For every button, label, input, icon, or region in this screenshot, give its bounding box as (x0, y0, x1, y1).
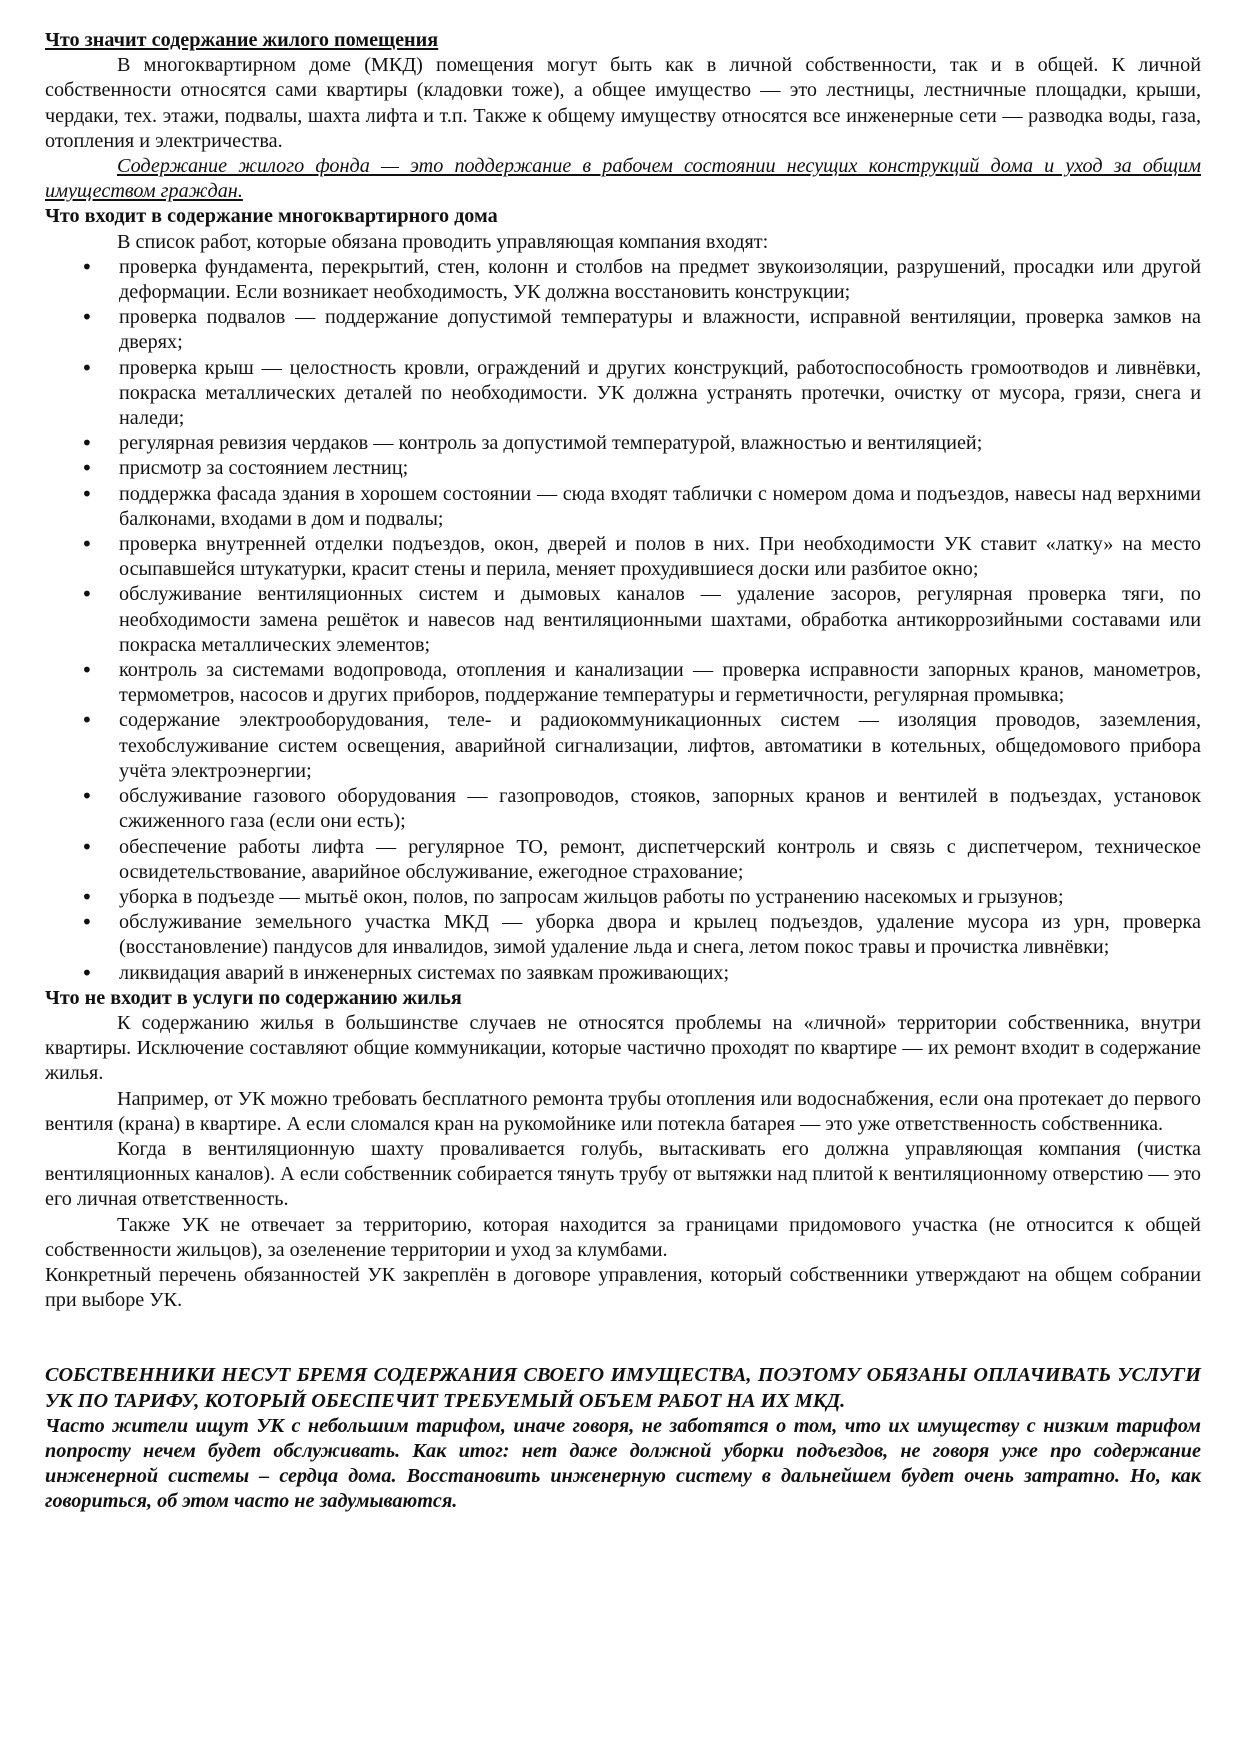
section-title-included-works: Что входит в содержание многоквартирного дома (45, 205, 498, 228)
list-item: • обеспечение работы лифта — регулярное ТО, ремонт, диспетчерский контроль и связь с диспетчером, техническое освидетельствование, аварийное обслуживание, ежегодное страхование; (45, 835, 1201, 885)
paragraph: Например, от УК можно требовать бесплатного ремонта трубы отопления или водоснабжения, если она протекает до первого вентиля (крана) в квартире. А если сломался кран на рукомойнике или потекла батарея — это уже ответственность собственника. (45, 1087, 1201, 1135)
paragraph: В многоквартирном доме (МКД) помещения могут быть как в личной собственности, так и в общей. К личной собственности относятся сами квартиры (кладовки тоже), а общее имущество — это лестницы, лестничные площадки, крыши, чердаки, тех. этажи, подвалы, шахта лифта и т.п. Также к общему имуществу относятся все инженерные сети — разводка воды, газа, отопления и электричества. (45, 54, 1201, 152)
document-page (45, 28, 1201, 1515)
works-list (45, 255, 1201, 986)
section-title-housing-maintenance: Что значит содержание жилого помещения (45, 29, 439, 51)
list-item: • уборка в подъезде — мытьё окон, полов, по запросам жильцов работы по устранению насекомых и грызунов; (45, 885, 1201, 910)
section-title-not-included: Что не входит в услуги по содержанию жилья (45, 986, 462, 1009)
list-item: • контроль за системами водопровода, отопления и канализации — проверка исправности запорных кранов, манометров, термометров, насосов и других приборов, поддержание температуры и герметичности, регулярная промывка; (45, 658, 1201, 708)
spacer (45, 1313, 1201, 1363)
list-item: • обслуживание земельного участка МКД — уборка двора и крылец подъездов, удаление мусора из урн, проверка (восстановление) пандусов для инвалидов, зимой удаление льда и снега, летом покос травы и прочистка ливнёвки; (45, 910, 1201, 960)
list-item: • проверка подвалов — поддержание допустимой температуры и влажности, исправной вентиляции, проверка замков на дверях; (45, 305, 1201, 355)
list-intro: В список работ, которые обязана проводить управляющая компания входят: (117, 230, 769, 253)
paragraph: Также УК не отвечает за территорию, которая находится за границами придомового участка (не относится к общей собственности жильцов), за озеленение территории и уход за клумбами. (45, 1213, 1201, 1261)
paragraph: Конкретный перечень обязанностей УК закреплён в договоре управления, который собственники утверждают на общем собрании при выборе УК. (45, 1263, 1201, 1312)
list-item: • ликвидация аварий в инженерных системах по заявкам проживающих; (45, 961, 1201, 986)
list-item: • регулярная ревизия чердаков — контроль за допустимой температурой, влажностью и вентиляцией; (45, 431, 1201, 456)
list-item: • содержание электрооборудования, теле- и радиокоммуникационных систем — изоляция проводов, заземления, техобслуживание систем освещения, аварийной сигнализации, лифтов, автоматики в котельных, общедомового прибора учёта электроэнергии; (45, 708, 1201, 784)
paragraph: Когда в вентиляционную шахту проваливается голубь, вытаскивать его должна управляющая компания (чистка вентиляционных каналов). А если собственник собирается тянуть трубу от вытяжки над плитой к вентиляционному отверстию — это его личная ответственность. (45, 1137, 1201, 1211)
list-item: • проверка внутренней отделки подъездов, окон, дверей и полов в них. При необходимости УК ставит «латку» на место осыпавшейся штукатурки, красит стены и перила, меняет прохудившиеся доски или разбитое окно; (45, 532, 1201, 582)
list-item: • присмотр за состоянием лестниц; (45, 456, 1201, 481)
list-item: • обслуживание газового оборудования — газопроводов, стояков, запорных кранов и вентилей в подъездах, установок сжиженного газа (если они есть); (45, 784, 1201, 834)
list-item: • проверка крыш — целостность кровли, ограждений и других конструкций, работоспособность громоотводов и ливнёвки, покраска металлических деталей по необходимости. УК должна устранять протечки, очистку от мусора, грязи, снега и наледи; (45, 356, 1201, 432)
owners-obligation-text: Часто жители ищут УК с небольшим тарифом, иначе говоря, не заботятся о том, что их имуществу с низким тарифом попросту нечем будет обслуживать. Как итог: нет даже должной уборки подъездов, не говоря уже про содержание инженерной системы – сердца дома. Восстановить инженерную систему в дальнейшем будет очень затратно. Но, как говориться, об этом часто не задумываются. (45, 1414, 1201, 1513)
owners-obligation-caps: СОБСТВЕННИКИ НЕСУТ БРЕМЯ СОДЕРЖАНИЯ СВОЕГО ИМУЩЕСТВА, ПОЭТОМУ ОБЯЗАНЫ ОПЛАЧИВАТЬ УСЛУГИ УК ПО ТАРИФУ, КОТОРЫЙ ОБЕСПЕЧИТ ТРЕБУЕМЫЙ ОБЪЕМ РАБОТ НА ИХ МКД. (45, 1364, 1201, 1412)
paragraph: К содержанию жилья в большинстве случаев не относятся проблемы на «личной» территории собственника, внутри квартиры. Исключение составляют общие коммуникации, которые частично проходят по квартире — их ремонт входит в содержание жилья. (45, 1011, 1201, 1085)
list-item: • обслуживание вентиляционных систем и дымовых каналов — удаление засоров, регулярная проверка тяги, по необходимости замена решёток и навесов над вентиляционными шахтами, обработка антикоррозийными составами или покраска металлических элементов; (45, 582, 1201, 658)
definition-paragraph: Содержание жилого фонда — это поддержание в рабочем состоянии несущих конструкций дома и уход за общим имуществом граждан. (45, 155, 1201, 203)
list-item: • поддержка фасада здания в хорошем состоянии — сюда входят таблички с номером дома и подъездов, навесы над верхними балконами, входами в дом и подвалы; (45, 482, 1201, 532)
list-item: • проверка фундамента, перекрытий, стен, колонн и столбов на предмет звукоизоляции, разрушений, просадки или другой деформации. Если возникает необходимость, УК должна восстановить конструкции; (45, 255, 1201, 305)
